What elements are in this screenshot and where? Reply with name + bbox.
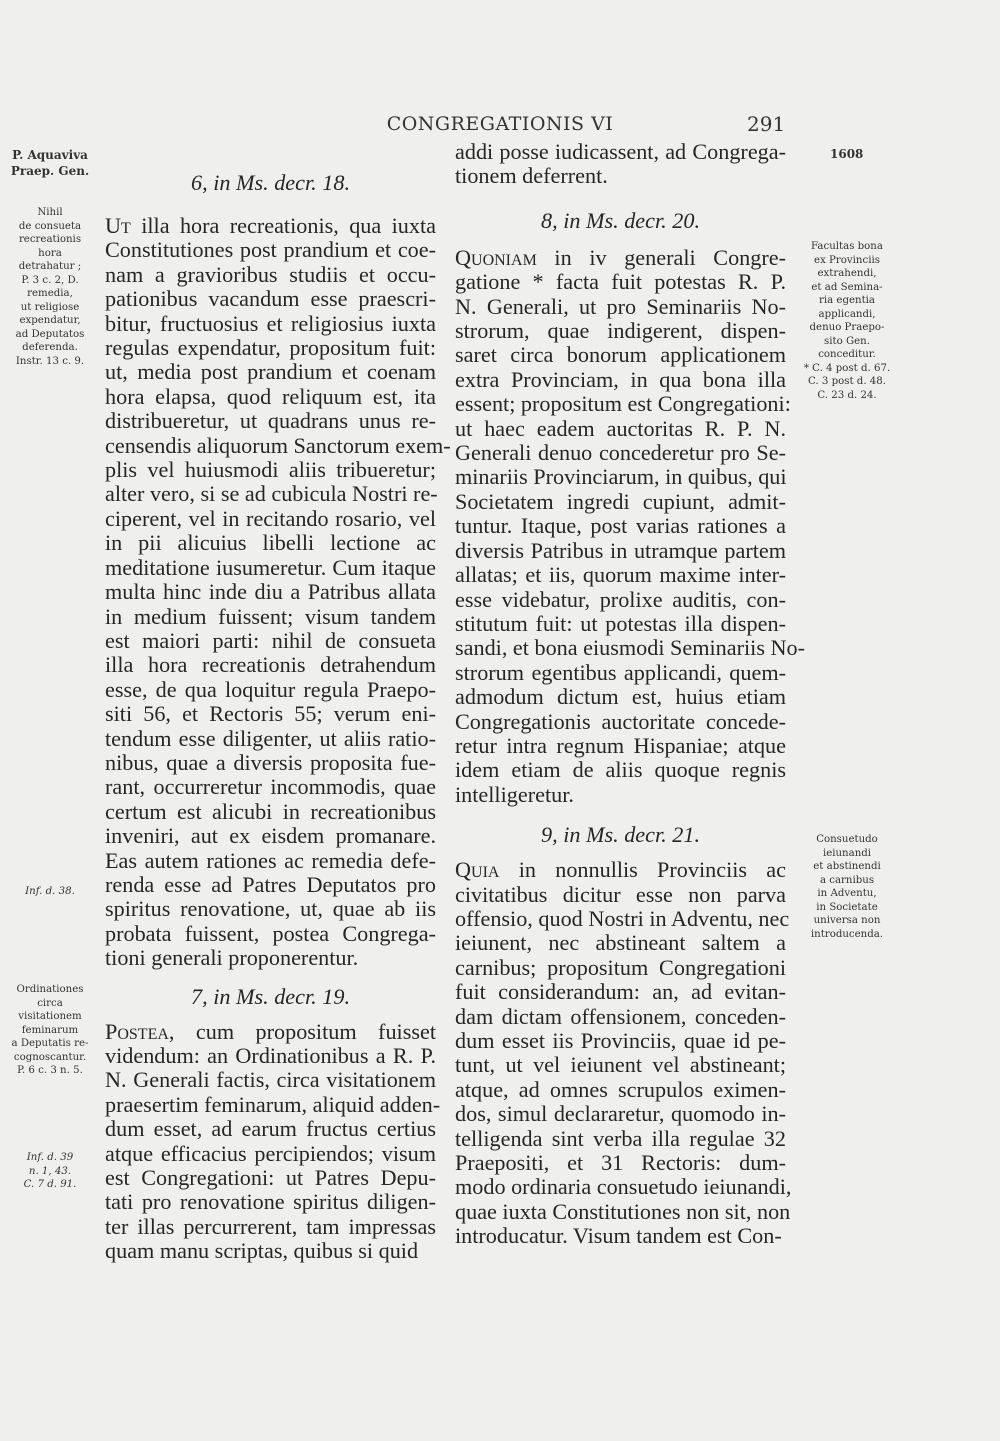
text-line: dos, simul declararetur, quomodo in- [455,1101,786,1127]
margin-note-line: Instr. 13 c. 9. [15,355,85,367]
paragraph-lines [455,269,806,807]
margin-note-line: * C. 4 post d. 67. [803,362,891,374]
decree-7-text [105,1018,441,1264]
margin-note-line: visitationem [18,1011,82,1022]
text-line: atque efficacius percipiendos; visum [105,1140,436,1166]
text-line: extra Provinciam, in qua bona illa [455,366,786,392]
text-line: nibus, quae a diversis proposita fue- [105,749,436,775]
margin-note-line: et abstinendi [813,861,881,872]
text-line: N. Generali, ut pro Seminariis No- [455,293,786,319]
margin-note-line: feminarum [21,1024,79,1036]
text-line: introducatur. Visum tandem est Con- [455,1223,782,1249]
margin-note-line: cognoscantur. [13,1051,87,1063]
margin-note-line: Nihil [37,207,63,218]
margin-note-line: introducenda. [810,928,884,940]
text-line: tati pro renovatione spiritus diligen- [105,1189,436,1215]
text-line: nam a gravioribus studiis et occu- [105,261,436,287]
margin-note-line: denuo Praepo- [809,322,885,333]
decree-9-text [455,857,792,1249]
margin-header [5,147,95,179]
margin-note-line: Consuetudo [816,834,878,845]
text-line: illa hora recreationis detrahendum [105,652,436,678]
margin-note-line: in Societate [816,901,878,913]
text-line: minariis Provinciarum, in quibus, qui [455,464,787,490]
right-column [455,139,806,1249]
text-line: admodum dictum est, huius etiam [455,684,786,710]
text-line: esse videbatur, prolixe auditis, con- [455,586,786,612]
margin-note-line: n. 1, 43. [28,1165,72,1177]
margin-note-recreation [5,206,95,368]
text-line: hora elapsa, quod reliquum est, ita [105,383,436,409]
text-line: est maiori parti: nihil de consueta [105,627,436,653]
year-note: 1608 [830,147,864,161]
margin-note-line: Ordinationes [16,984,84,995]
text-line: dam dictam offensionem, conceden- [455,1003,786,1029]
text-line: tendum esse diligenter, ut aliis ratio- [105,725,436,751]
initial-word: Postea [105,1018,169,1044]
text-line: in pii alicuius libelli lectione ac [105,530,436,556]
text-line: Praepositi, et 31 Rectoris: dum- [455,1150,786,1176]
margin-ref-2 [5,1151,95,1192]
margin-note-line: ad Deputatos [15,328,85,340]
text-line: meditatione iusumeretur. Cum itaque [105,554,436,580]
text-line: multa hinc inde diu a Patribus allata [105,579,436,605]
text-line: ciperent, vel in recitando rosario, vel [105,505,436,531]
line: , cum propositum fuisset [168,1018,436,1044]
text-line: certum est alicubi in recreationibus [105,798,436,824]
text-line: praesertim feminarum, aliquid adden- [105,1091,441,1117]
line: illa hora recreationis, qua iuxta [130,213,436,238]
text-line: ut haec eadem auctoritas R. P. N. [455,415,786,441]
page-number: 291 [747,112,786,136]
text-line: carnibus; propositum Congregationi [455,954,786,980]
text-line: renda esse ad Patres Deputatos pro [105,871,436,897]
decree-heading-9: 9, in Ms. decr. 21. [541,822,700,848]
decree-heading-7: 7, in Ms. decr. 19. [191,983,350,1009]
text-line: Societatem ingredi cupiunt, admit- [455,488,786,514]
text-line: tioni generali proponerentur. [105,945,359,971]
text-line: fuit considerandum: an, ad evitan- [455,979,786,1005]
text-line: strorum, quae indigerent, dispen- [455,318,786,344]
text-line: atque, ad omnes scrupulos eximen- [455,1076,786,1102]
margin-note-line: ut religiose [20,301,80,313]
line: in nonnullis Provinciis ac [499,857,786,883]
margin-note-line: expendatur, [19,315,81,326]
margin-note-line: Praep. Gen. [10,164,90,178]
margin-note-line: in Adventu, [817,888,877,899]
text-line: in medium fuissent; visum tandem [105,603,436,629]
margin-note-line: extrahendi, [817,268,877,279]
margin-note-visitation [5,983,95,1078]
margin-note-line: Inf. d. 38. [25,886,75,897]
margin-note-line: a carnibus [819,874,875,886]
margin-note-line: P. 6 c. 3 n. 5. [17,1065,83,1076]
margin-ref-1 [5,885,95,899]
text-line: tunt, ut vel ieiunent vel abstineant; [455,1052,786,1078]
text-line: esse, de qua loquitur regula Praepo- [105,676,436,702]
margin-note-line: recreationis [18,234,82,245]
decree-6-text [105,213,451,971]
text-line: est Congregationi: ut Patres Depu- [105,1165,436,1191]
continuation-lines [455,140,786,189]
margin-note-line: P. 3 c. 2, D. [21,274,79,286]
text-line: quam manu scriptas, quibus si quid [105,1238,419,1264]
text-line: Constitutiones post prandium et coe- [105,237,436,263]
text-line: intelligeretur. [455,781,574,807]
margin-note-line: P. Aquaviva [12,148,88,162]
text-line: spiritus renovatione, ut, quae ab iis [105,896,436,922]
margin-note-line: et ad Semina- [811,281,883,293]
text-line: idem etiam de aliis quoque regnis [455,757,786,783]
decree-8-text [455,244,806,807]
margin-note-line: universa non [813,915,881,926]
text-line: modo ordinaria consuetudo ieiunandi, [455,1174,792,1200]
decree-heading-8: 8, in Ms. decr. 20. [541,207,700,233]
running-title: CONGREGATIONIS VI [386,113,614,135]
text-line: bitur, fructuosius et religiosius iuxta [105,310,436,336]
text-line: offensio, quod Nostri in Adventu, nec [455,905,790,931]
text-line: Congregationis auctoritate concede- [455,708,786,734]
margin-note-line: hora [38,247,62,259]
text-line: ieiunent, nec abstineant saltem a [455,930,786,956]
text-line: rant, occurreretur incommodis, quae [105,774,436,800]
line: in iv generali Congre- [536,244,786,270]
text-line: probata fuissent, postea Congrega- [105,920,436,946]
margin-note-line: conceditur. [818,349,876,360]
paragraph-lines [105,1043,441,1264]
text-line: distribueretur, ut quadrans unus re- [105,408,436,434]
text-line: telligenda sint verba illa regulae 32 [455,1125,786,1151]
text-line: dum esset, ad earum fructus certius [105,1116,436,1142]
margin-note-line: Inf. d. 39 [26,1152,74,1163]
text-line: gatione * facta fuit potestas R. P. [455,269,786,295]
text-line: alter vero, si se ad cubicula Nostri re- [105,481,438,507]
text-line: plis vel huiusmodi aliis tribueretur; [105,457,436,483]
text-line: pationibus vacandum esse praescri- [105,286,436,312]
margin-note-line: applicandi, [818,308,876,320]
margin-note-line: remedia, [27,288,73,299]
margin-note-fasting [797,833,897,941]
margin-note-line: C. 3 post d. 48. [807,376,887,387]
margin-note-line: a Deputatis re- [11,1038,89,1049]
text-line: tuntur. Itaque, post varias rationes a [455,513,786,539]
text-line: siti 56, et Rectoris 55; verum eni- [105,701,436,727]
paragraph-lines [455,881,792,1249]
margin-note-line: circa [37,997,63,1009]
text-line: addi posse iudicassent, ad Congrega- [455,139,786,164]
margin-note-line: C. 23 d. 24. [817,389,877,401]
text-line: ter illas percurrerent, tam impressas [105,1213,436,1239]
text-line: quae iuxta Constitutiones non sit, non [455,1198,791,1224]
text-line: Eas autem rationes ac remedia defe- [105,847,436,873]
margin-note-line: deferenda. [22,342,78,353]
text-line: sandi, et bona eiusmodi Seminariis No- [455,635,806,661]
text-line: stitutum fuit: ut potestas illa dispen- [455,610,786,636]
text-line: strorum egentibus applicandi, quem- [455,659,786,685]
paragraph-lines [105,237,451,971]
decree-heading-6: 6, in Ms. decr. 18. [191,170,350,195]
text-line: diversis Patribus in utramque partem [455,537,786,563]
text-line: videndum: an Ordinationibus a R. P. [105,1043,436,1068]
margin-note-seminaries [797,240,897,402]
text-line: essent; propositum est Congregationi: [455,391,791,417]
text-line: inveniri, aut ex eisdem promanare. [105,823,436,849]
left-column [105,165,451,1264]
text-line: Generali denuo concederetur pro Se- [455,440,786,466]
margin-note-line: C. 7 d. 91. [23,1179,77,1190]
text-line: civitatibus dicitur esse non parva [455,881,786,907]
text-line: censendis aliquorum Sanctorum exem- [105,432,451,458]
text-line: N. Generali factis, circa visitationem [105,1067,436,1093]
margin-note-line: de consueta [18,220,82,232]
initial-word: Quoniam [455,244,537,270]
initial-word: Quia [455,857,500,883]
margin-note-line: ex Provinciis [814,254,880,266]
text-line: saret circa bonorum applicationem [455,342,786,368]
margin-note-line: detrahatur ; [18,261,82,272]
text-line: ut, media post prandium et coenam [105,359,436,385]
text-line: regulas expendatur, propositum fuit: [105,335,436,361]
margin-note-line: sito Gen. [824,335,870,347]
text-line: dum esset iis Provinciis, quae id pe- [455,1028,786,1053]
initial-word: Ut [105,213,131,238]
margin-note-line: Facultas bona [811,241,883,252]
margin-note-line: ieiunandi [822,847,872,859]
text-line: allatas; et iis, quorum maxime inter- [455,562,786,588]
text-line: tionem deferrent. [455,163,608,189]
text-line: retur intra regnum Hispaniae; atque [455,732,786,758]
margin-note-line: ria egentia [818,295,875,306]
